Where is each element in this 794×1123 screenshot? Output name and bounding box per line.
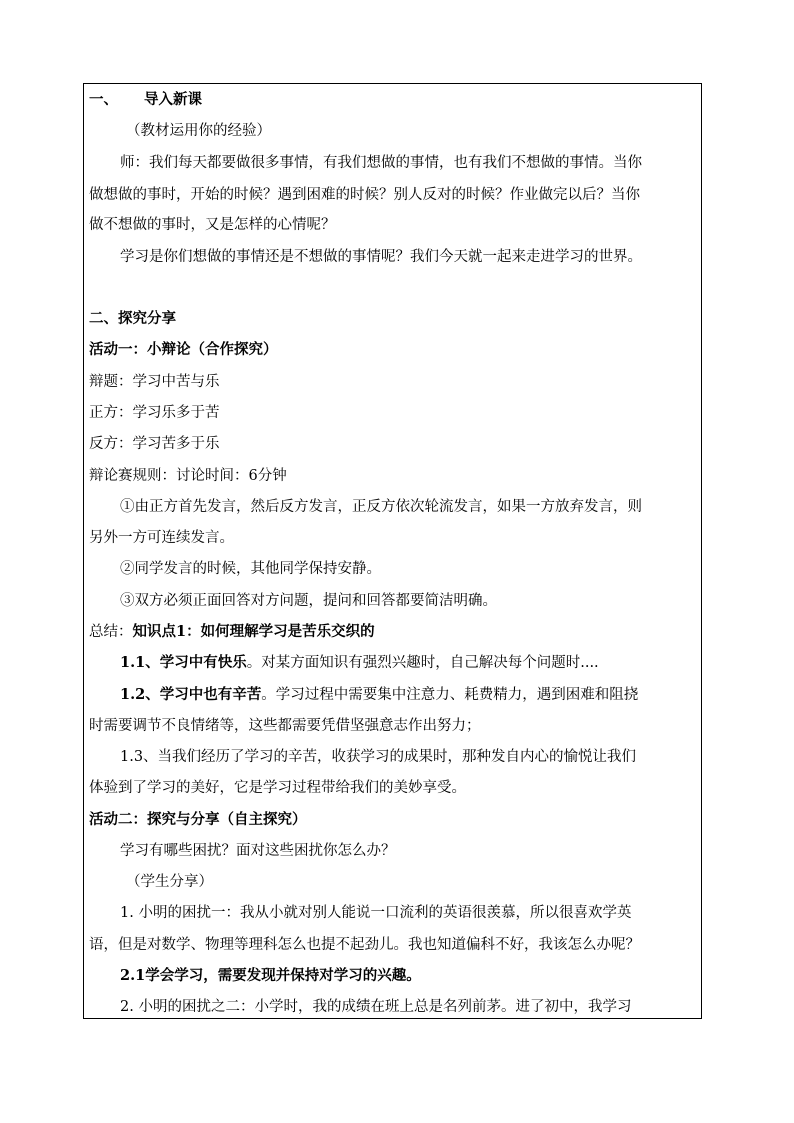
section-1-para1-line1: 师：我们每天都要做很多事情，有我们想做的事情，也有我们不想做的事情。当你 [120,155,642,171]
point-1-3-line1: 1.3、当我们经历了学习的辛苦，收获学习的成果时，那种发自内心的愉悦让我们 [120,749,637,765]
lesson-plan-cell [83,83,702,1019]
summary-prefix: 总结： [89,624,133,640]
debate-pro-side: 正方：学习乐多于苦 [89,405,220,421]
point-1-2-head: 1.2、学习中也有辛苦 [120,686,262,703]
point-1-2-text: 。学习过程中需要集中注意力、耗费精力，遇到困难和阻挠 [261,687,639,703]
debate-rules: 辩论赛规则：讨论时间：6分钟 [89,468,287,484]
point-2-1: 2.1学会学习，需要发现并保持对学习的兴趣。 [120,967,421,984]
section-1-note: （教材运用你的经验） [126,123,271,139]
section-2-heading: 二、探究分享 [89,310,176,327]
debate-topic: 辩题：学习中苦与乐 [89,374,220,390]
case-1-line1: 1. 小明的困扰一：我从小就对别人能说一口流利的英语很羡慕，所以很喜欢学英 [120,905,632,921]
case-2-line1: 2. 小明的困扰之二：小学时，我的成绩在班上总是名列前茅。进了初中，我学习 [120,999,632,1015]
section-1-para1-line3: 做不想做的事时，又是怎样的心情呢？ [89,217,336,233]
section-1-para1-line2: 做想做的事时，开始的时候？遇到困难的时候？别人反对的时候？作业做完以后？当你 [89,187,640,203]
debate-rule-3: ③双方必须正面回答对方问题，提问和回答都要简洁明确。 [120,593,497,609]
debate-con-side: 反方：学习苦多于乐 [89,436,220,452]
debate-rule-2: ②同学发言的时候，其他同学保持安静。 [120,561,381,577]
knowledge-point-1-title: 知识点1：如何理解学习是苦乐交织的 [132,623,375,640]
activity-1-title: 活动一：小辩论（合作探究） [89,341,278,358]
case-1-line2: 语，但是对数学、物理等理科怎么也提不起劲儿。我也知道偏科不好，我该怎么办呢？ [89,937,640,953]
point-1-1 [120,653,599,673]
activity-2-question: 学习有哪些困扰？面对这些困扰你怎么办？ [120,843,396,859]
section-1-para2: 学习是你们想做的事情还是不想做的事情呢？我们今天就一起来走进学习的世界。 [120,249,642,265]
point-1-3-line2: 体验到了学习的美好，它是学习过程带给我们的美妙享受。 [89,780,466,796]
activity-2-note: （学生分享） [126,874,213,890]
point-1-1-text: 。对某方面知识有强烈兴趣时，自己解决每个问题时.... [246,655,599,671]
section-1-heading [89,90,202,110]
point-1-1-head: 1.1、学习中有快乐 [120,654,247,671]
summary-heading [89,622,375,642]
section-1-title: 导入新课 [144,91,202,108]
point-1-2 [120,685,638,705]
debate-rule-1-line2: 另外一方可连续发言。 [89,530,234,546]
debate-rule-1-line1: ①由正方首先发言，然后反方发言，正反方依次轮流发言，如果一方放弃发言，则 [120,499,642,515]
section-1-number: 一、 [89,91,118,108]
point-1-2-line2: 时需要调节不良情绪等，这些都需要凭借坚强意志作出努力； [89,718,481,734]
activity-2-title: 活动二：探究与分享（自主探究） [89,811,307,828]
